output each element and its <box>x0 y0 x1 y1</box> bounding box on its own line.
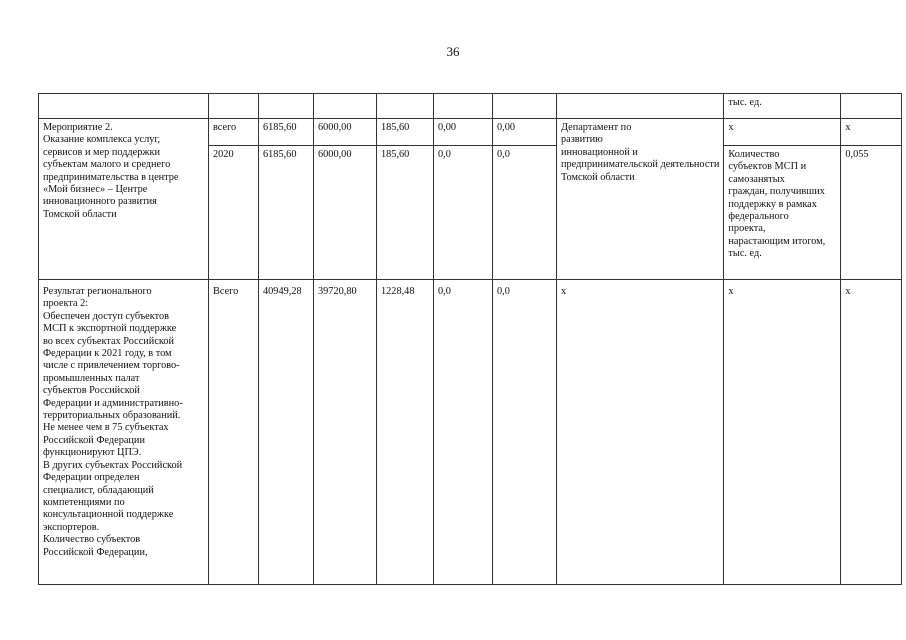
page-number: 36 <box>446 44 460 59</box>
cell-empty <box>314 94 377 119</box>
value-cell: 0,055 <box>841 146 902 280</box>
indicator-cell: Количество субъектов МСП и самозанятых граждан, получивших поддержку в рамках федерального проекта, нарастающим итогом, тыс. ед. <box>724 146 841 280</box>
responsible-cell: х <box>557 280 724 585</box>
cell-empty <box>377 94 434 119</box>
local-cell: 0,0 <box>434 280 493 585</box>
local-cell: 0,0 <box>434 146 493 280</box>
event2-total-row <box>39 119 902 146</box>
period-cell: 2020 <box>209 146 259 280</box>
value-cell: х <box>841 119 902 146</box>
result2-row <box>39 280 902 585</box>
federal-cell: 6000,00 <box>314 119 377 146</box>
local-cell: 0,00 <box>434 119 493 146</box>
cell-empty <box>841 94 902 119</box>
cell-empty <box>434 94 493 119</box>
cell-empty <box>39 94 209 119</box>
total-cell: 40949,28 <box>259 280 314 585</box>
continuation-row <box>39 94 902 119</box>
other-cell: 0,00 <box>493 119 557 146</box>
indicator-unit-cell: тыс. ед. <box>724 94 841 119</box>
total-cell: 6185,60 <box>259 146 314 280</box>
result2-name: Результат регионального проекта 2: Обеспечен доступ субъектов МСП к экспортной поддержке во всех субъектах Российской Федерации к 2021 году, в том числе с привлечением торгово- промышленных палат субъектов Российской Федерации и административно- территориальных образований. Не менее чем в 75 субъектах Российской Федерации функционируют ЦПЭ. В других субъектах Российской Федерации определен специалист, обладающий компетенциями по консультационной поддержке экспортеров. Количество субъектов Российской Федерации, <box>39 280 209 585</box>
other-cell: 0,0 <box>493 146 557 280</box>
cell-empty <box>557 94 724 119</box>
cell-empty <box>493 94 557 119</box>
other-cell: 0,0 <box>493 280 557 585</box>
indicator-cell: х <box>724 280 841 585</box>
regional-cell: 1228,48 <box>377 280 434 585</box>
federal-cell: 39720,80 <box>314 280 377 585</box>
event2-responsible: Департамент по развитию инновационной и предпринимательской деятельности Томской области <box>557 119 724 280</box>
total-cell: 6185,60 <box>259 119 314 146</box>
event2-name: Мероприятие 2. Оказание комплекса услуг, сервисов и мер поддержки субъектам малого и среднего предпринимательства в центре «Мой бизнес» – Центре инновационного развития Томской области <box>39 119 209 280</box>
cell-empty <box>259 94 314 119</box>
indicator-cell: х <box>724 119 841 146</box>
regional-project-table <box>38 93 902 585</box>
period-cell: всего <box>209 119 259 146</box>
regional-cell: 185,60 <box>377 119 434 146</box>
value-cell: х <box>841 280 902 585</box>
period-cell: Всего <box>209 280 259 585</box>
federal-cell: 6000,00 <box>314 146 377 280</box>
cell-empty <box>209 94 259 119</box>
regional-cell: 185,60 <box>377 146 434 280</box>
